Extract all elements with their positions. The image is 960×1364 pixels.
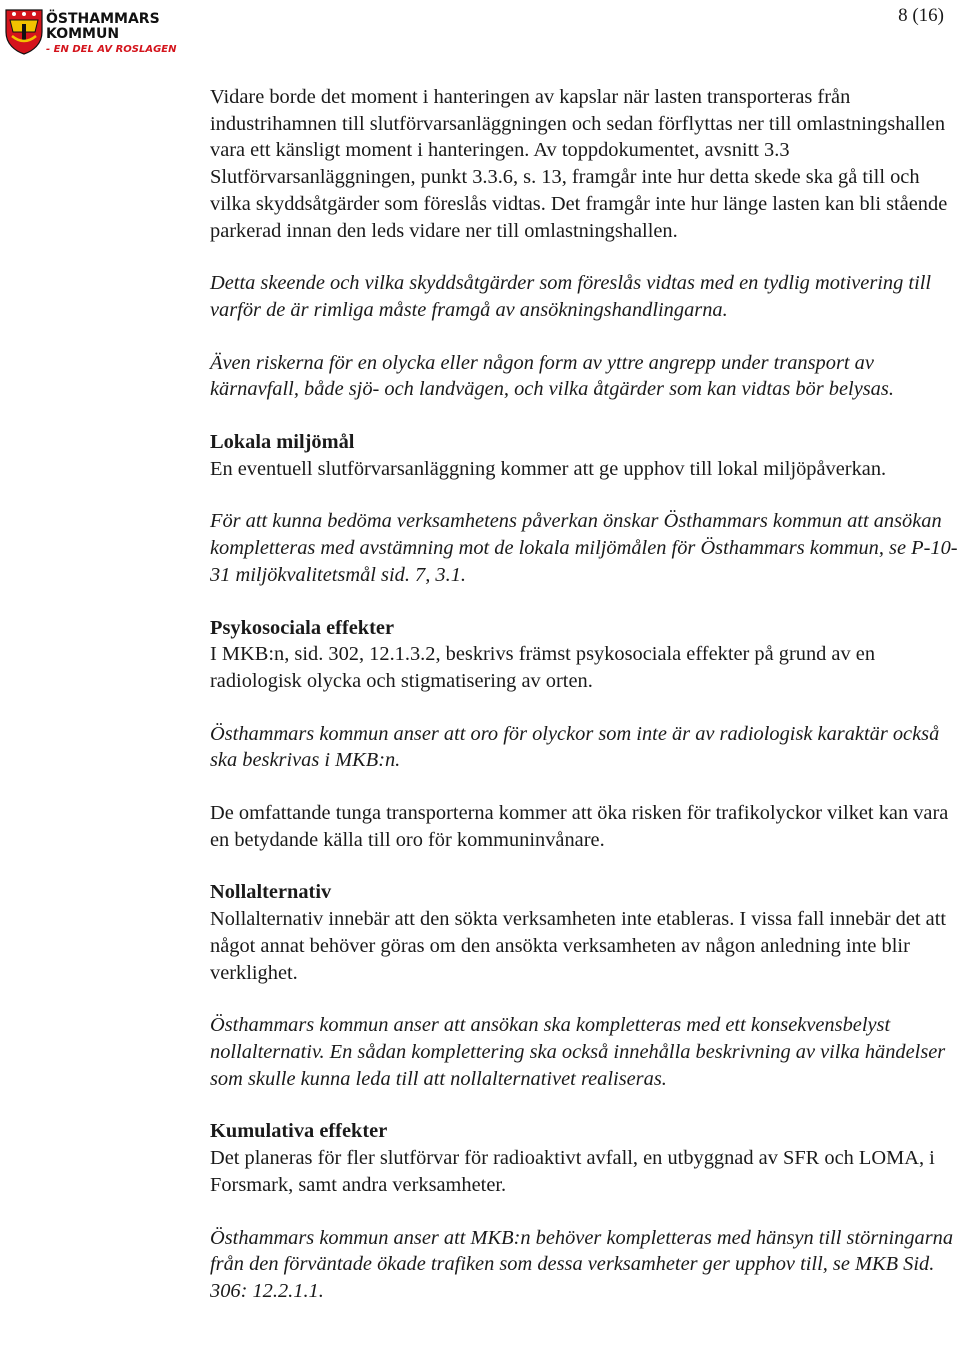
heading-psykosociala-effekter: Psykosociala effekter xyxy=(210,616,395,639)
paragraph-heavy-transports: De omfattande tunga transporterna kommer att öka risken för trafikolyckor vilket kan vara en betydande källa till oro för kommuninvånare. xyxy=(210,802,949,851)
paragraph-zero-alternative: Nollalternativ innebär att den sökta verksamheten inte etableras. I vissa fall innebär det att något annat behöver göras om den ansökta verksamheten av någon anledning inte blir verklighet. xyxy=(210,908,947,984)
paragraph-cumulative-plans: Det planeras för fler slutförvar för radioaktivt avfall, en utbyggnad av SFR och LOMA, i Forsmark, samt andra verksamheter. xyxy=(210,1147,935,1196)
paragraph-psychosocial-request: Östhammars kommun anser att oro för olyckor som inte är av radiologisk karaktär också ska beskrivas i MKB:n. xyxy=(210,722,940,772)
paragraph-psychosocial-mkb: I MKB:n, sid. 302, 12.1.3.2, beskrivs främst psykosociala effekter på grund av en radiologisk olycka och stigmatisering av orten. xyxy=(210,643,876,692)
logo-line-2: KOMMUN xyxy=(46,26,120,42)
coat-of-arms-icon xyxy=(6,10,42,54)
paragraph-transport-risks: Även riskerna för en olycka eller någon form av yttre angrepp under transport av kärnavfall, både sjö- och landvägen, och vilka åtgärder som kan vidtas bör belysas. xyxy=(210,351,894,401)
logo-line-1: ÖSTHAMMARS xyxy=(46,11,160,27)
paragraph-zero-alternative-request: Östhammars kommun anser att ansökan ska kompletteras med ett konsekvensbelyst nollalternativ. En sådan komplettering ska också innehålla beskrivning av vilka händelser som skulle kunna leda till att nollalternativet realiseras. xyxy=(210,1014,946,1090)
paragraph-protection-measures: Detta skeende och vilka skyddsåtgärder som föreslås vidtas med en tydlig motivering till varför de är rimliga måste framgå av ansökningshandlingarna. xyxy=(210,272,932,321)
paragraph-local-goals-request: För att kunna bedöma verksamhetens påverkan önskar Östhammars kommun att ansökan kompletteras med avstämning mot de lokala miljömålen för Östhammars kommun, se P-10-31 miljökvalitetsmål sid. 7, 3.1. xyxy=(210,510,958,586)
paragraph-local-impact: En eventuell slutförvarsanläggning kommer att ge upphov till lokal miljöpåverkan. xyxy=(210,457,887,480)
page-number: 8 (16) xyxy=(898,5,944,26)
heading-nollalternativ: Nollalternativ xyxy=(210,881,332,904)
paragraph-transport-handling: Vidare borde det moment i hanteringen av kapslar när lasten transporteras från industrihamnen till slutförvarsanläggningen och sedan förflyttas ner till omlastningshallen vara ett känsligt moment i hanteringen. Av toppdokumentet, avsnitt 3.3 Slutförvarsanläggningen, punkt 3.3.6, s. 13, framgår inte hur detta skede ska gå till och vilka skyddsåtgärder som föreslås vidtas. Det framgår inte hur länge lasten kan bli stående parkerad innan den leds vidare ner till omlastningshallen. xyxy=(210,86,948,242)
heading-kumulativa-effekter: Kumulativa effekter xyxy=(210,1120,388,1143)
municipality-logo xyxy=(4,6,177,56)
logo-line-3: - EN DEL AV ROSLAGEN xyxy=(46,44,177,55)
paragraph-cumulative-request: Östhammars kommun anser att MKB:n behöver kompletteras med hänsyn till störningarna från den förväntade ökade trafiken som dessa verksamheter ger upphov till, se MKB Sid. 306: 12.2.1.1. xyxy=(210,1226,954,1302)
document-body xyxy=(210,84,958,1331)
heading-lokala-miljomal: Lokala miljömål xyxy=(210,431,355,454)
